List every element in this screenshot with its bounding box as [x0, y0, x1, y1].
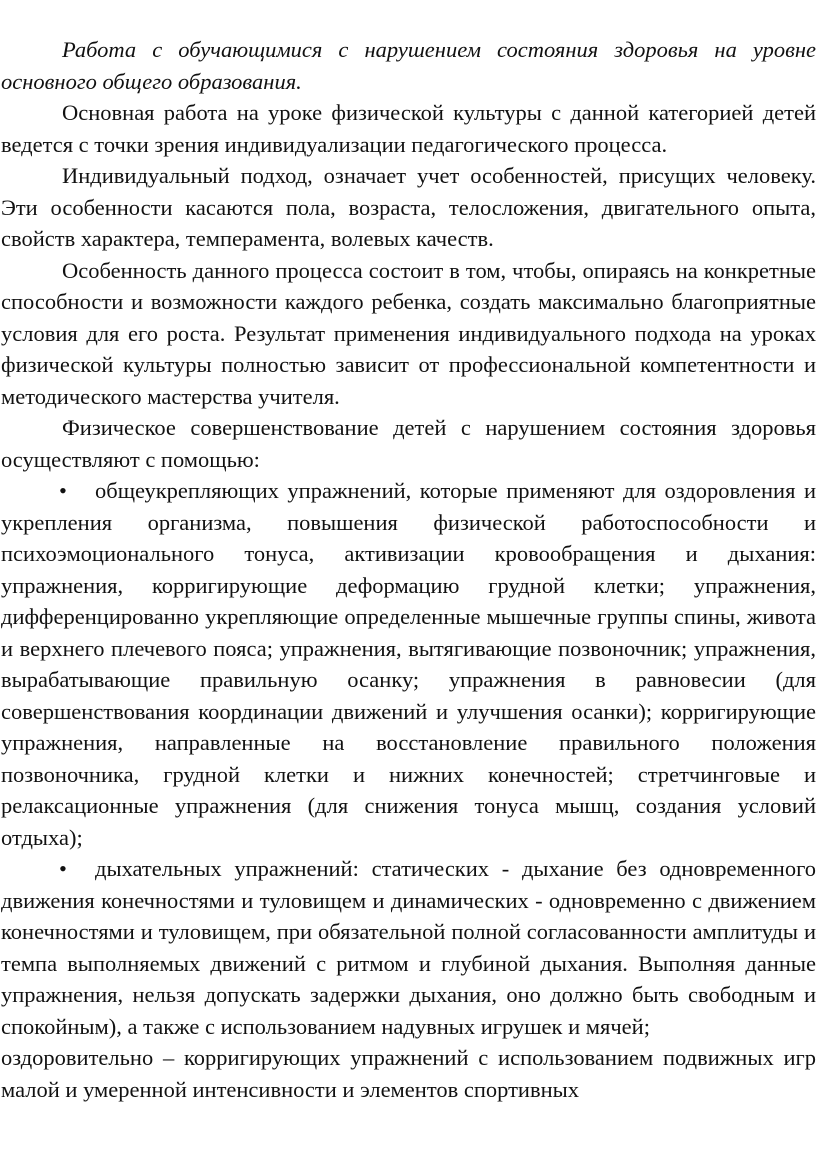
- bullet-text-1: общеукрепляющих упражнений, которые применяют для оздоровления и укрепления организма, повышения физической работоспособности и психоэмоционального тонуса, активизации кровообращения и дыхания: упражнения, корригирующие деформацию грудной клетки; упражнения, дифференцированно укрепляющие определенные мышечные группы спины, живота и верхнего плечевого пояса; упражнения, вытягивающие позвоночник; упражнения, вырабатывающие правильную осанку; упражнения в равновесии (для совершенствования координации движений и улучшения осанки); корригирующие упражнения, направленные на восстановление правильного положения позвоночника, грудной клетки и нижних конечностей; стретчинговые и релаксационные упражнения (для снижения тонуса мышц, создания условий отдыха);: [1, 478, 816, 850]
- paragraph-2: Индивидуальный подход, означает учет особенностей, присущих человеку. Эти особенности касаются пола, возраста, телосложения, двигательного опыта, свойств характера, темперамента, волевых качеств.: [1, 163, 816, 251]
- bullet-item-2: [1, 853, 816, 1042]
- paragraph-1: Основная работа на уроке физической культуры с данной категорией детей ведется с точки зрения индивидуализации педагогического процесса.: [1, 100, 816, 157]
- document-title: Работа с обучающимися с нарушением состояния здоровья на уровне основного общего образования.: [1, 37, 816, 94]
- closing-paragraph: оздоровительно – корригирующих упражнений с использованием подвижных игр малой и умеренной интенсивности и элементов спортивных: [1, 1045, 816, 1102]
- bullet-text-2: дыхательных упражнений: статических - дыхание без одновременного движения конечностями и туловищем и динамических - одновременно с движением конечностями и туловищем, при обязательной полной согласованности амплитуды и темпа выполняемых движений с ритмом и глубиной дыхания. Выполняя данные упражнения, нельзя допускать задержки дыхания, оно должно быть свободным и спокойным), а также с использованием надувных игрушек и мячей;: [1, 856, 816, 1039]
- paragraph-3: Особенность данного процесса состоит в том, чтобы, опираясь на конкретные способности и возможности каждого ребенка, создать максимально благоприятные условия для его роста. Результат применения индивидуального подхода на уроках физической культуры полностью зависит от профессиональной компетентности и методического мастерства учителя.: [1, 257, 816, 409]
- bullet-icon: •: [59, 856, 67, 881]
- bullet-item-1: [1, 475, 816, 853]
- bullet-icon: •: [59, 478, 67, 503]
- paragraph-4: Физическое совершенствование детей с нарушением состояния здоровья осуществляют с помощью:: [1, 415, 816, 472]
